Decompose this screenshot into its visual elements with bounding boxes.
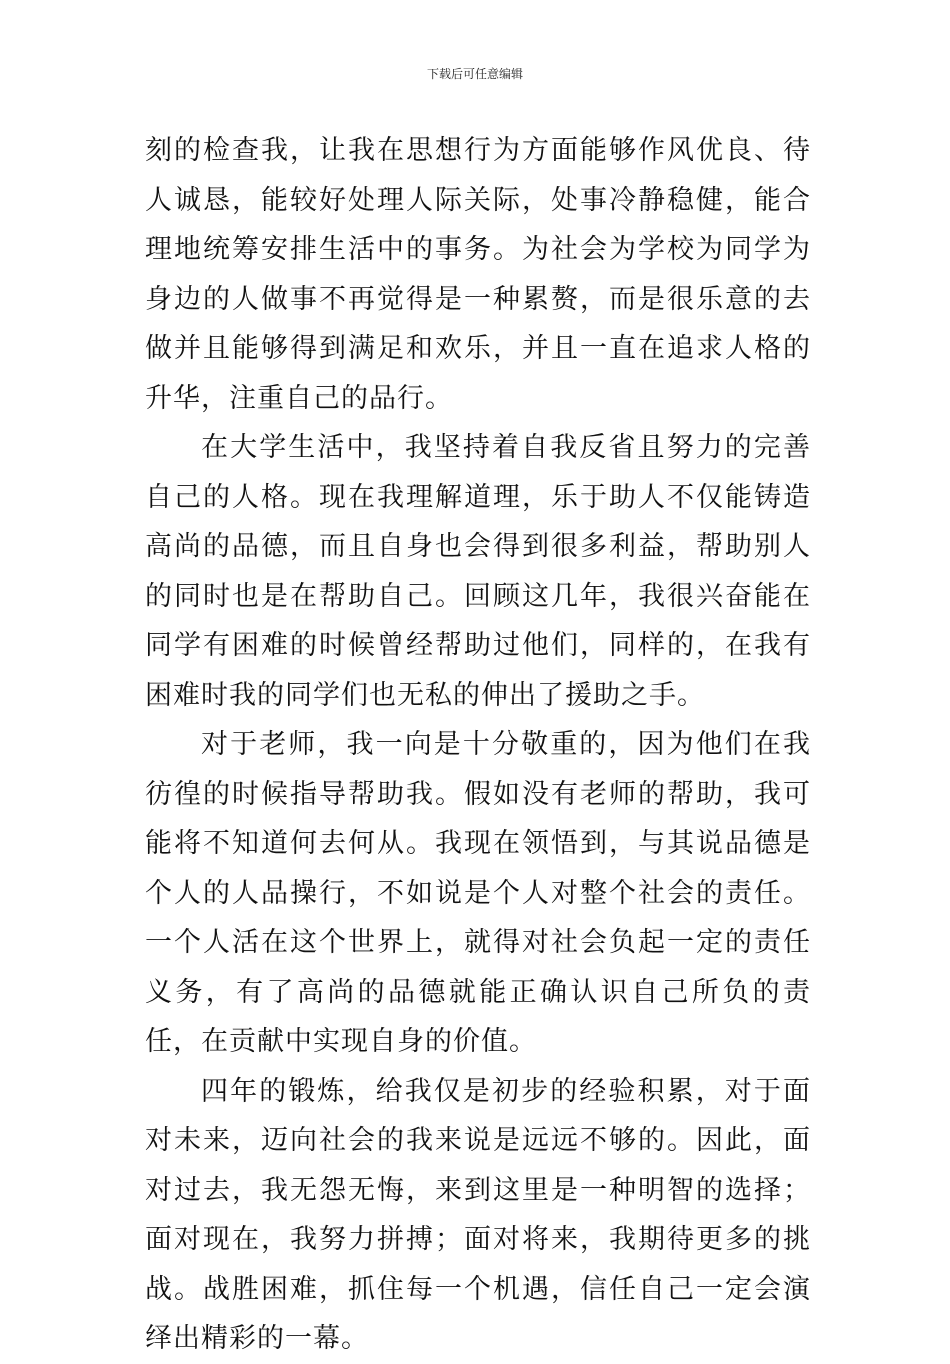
- page-header-note: 下载后可任意编辑: [426, 67, 523, 81]
- paragraph-2: 在大学生活中，我坚持着自我反省且努力的完善自己的人格。现在我理解道理，乐于助人不仅能铸造高尚的品德，而且自身也会得到很多利益，帮助别人的同时也是在帮助自己。回顾这几年，我很兴奋能在同学有困难的时候曾经帮助过他们，同样的，在我有困难时我的同学们也无私的伸出了援助之手。: [145, 432, 811, 711]
- paragraph-3: 对于老师，我一向是十分敬重的，因为他们在我彷徨的时候指导帮助我。假如没有老师的帮助，我可能将不知道何去何从。我现在领悟到，与其说品德是个人的人品操行，不如说是个人对整个社会的责任。一个人活在这个世界上，就得对社会负起一定的责任义务，有了高尚的品德就能正确认识自己所负的责任，在贡献中实现自身的价值。: [145, 729, 811, 1057]
- paragraph-4: 四年的锻炼，给我仅是初步的经验积累，对于面对未来，迈向社会的我来说是远远不够的。因此，面对过去，我无怨无悔，来到这里是一种明智的选择；面对现在，我努力拼搏；面对将来，我期待更多的挑战。战胜困难，抓住每一个机遇，信任自己一定会演绎出精彩的一幕。: [145, 1075, 811, 1354]
- paragraph-1: 刻的检查我，让我在思想行为方面能够作风优良、待人诚恳，能较好处理人际关际，处事冷静稳健，能合理地统筹安排生活中的事务。为社会为学校为同学为身边的人做事不再觉得是一种累赘，而是很乐意的去做并且能够得到满足和欢乐，并且一直在追求人格的升华，注重自己的品行。: [145, 135, 811, 414]
- document-body: [145, 126, 811, 1364]
